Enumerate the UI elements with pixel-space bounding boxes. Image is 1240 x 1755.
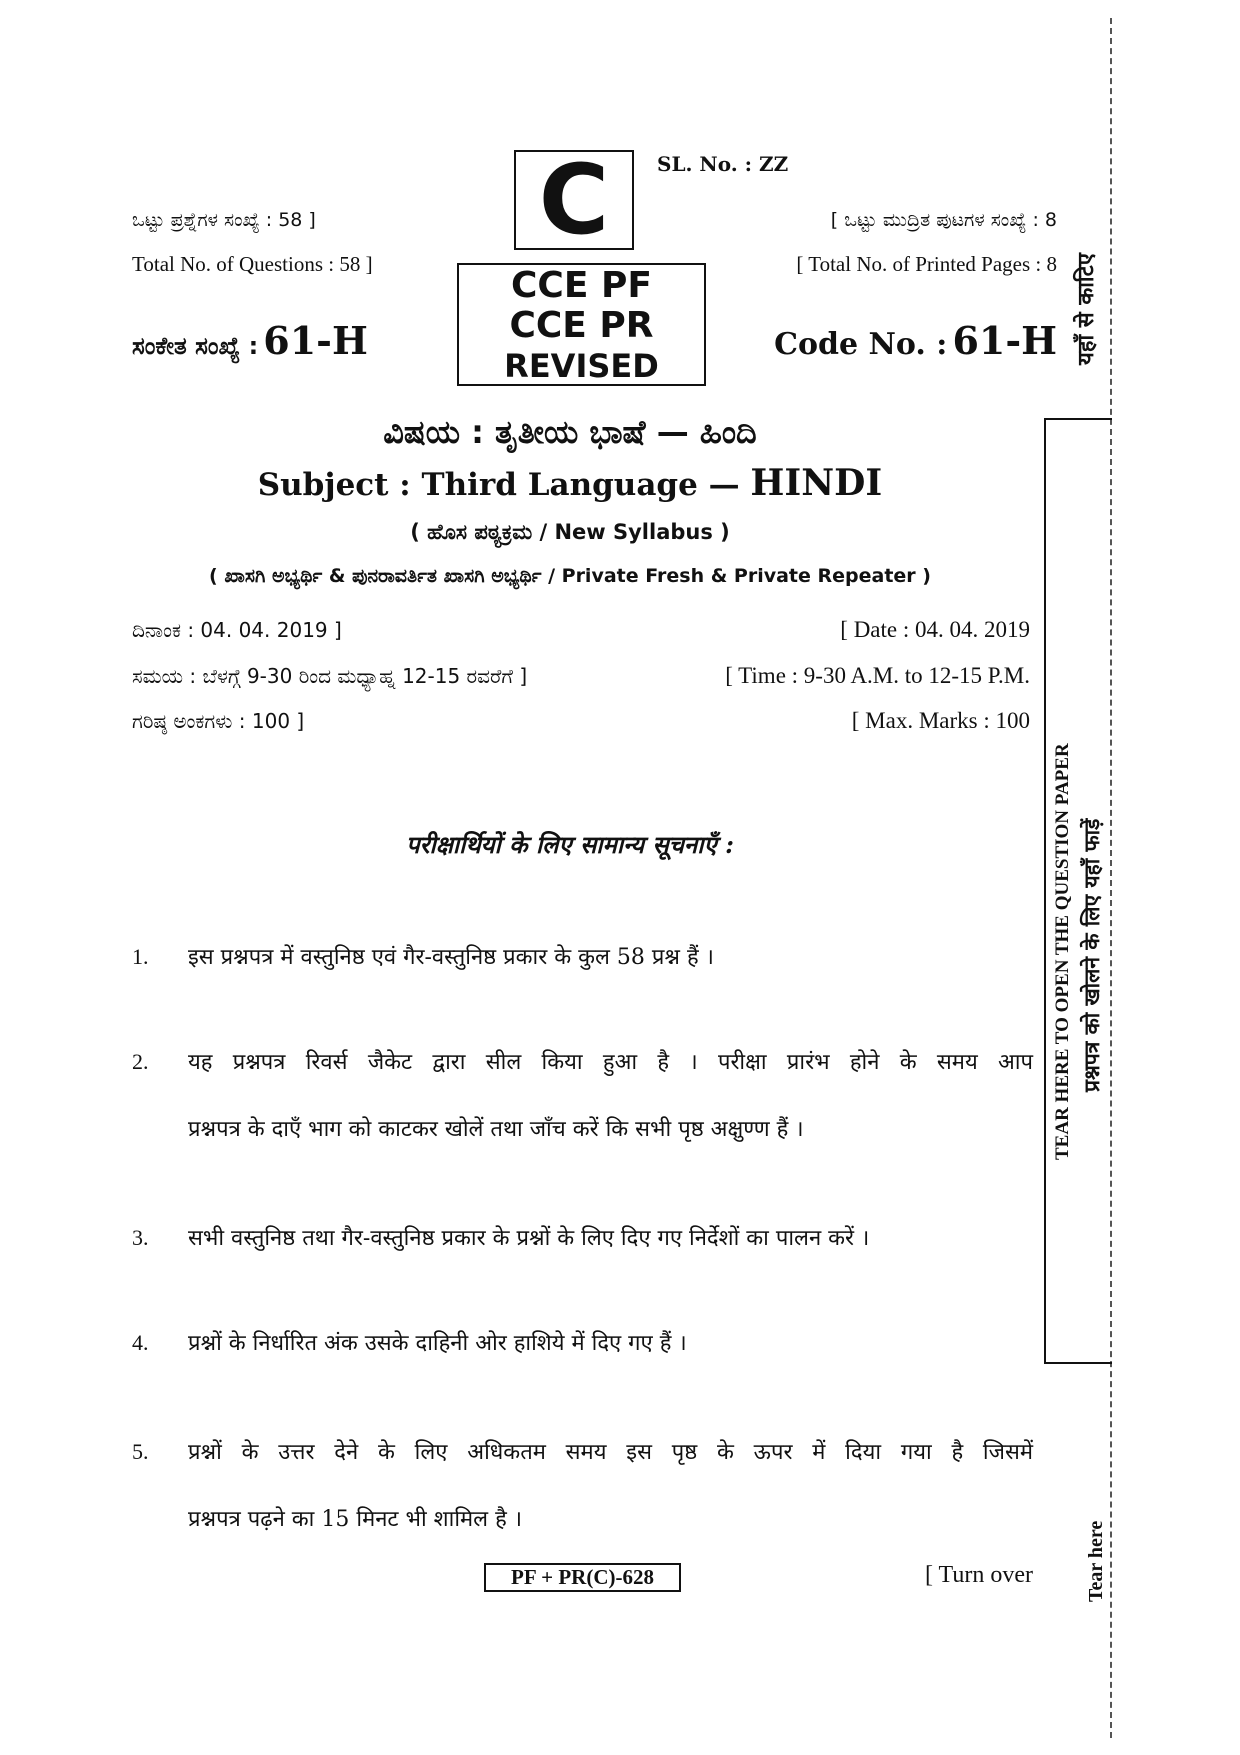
- instruction-2-number: 2.: [132, 1049, 149, 1074]
- instructions-heading: परीक्षार्थियों के लिए सामान्य सूचनाएँ :: [406, 830, 734, 859]
- instruction-4-text: प्रश्नों के निर्धारित अंक उसके दाहिनी ओर हाशिये में दिए गए हैं ।: [188, 1331, 687, 1356]
- stream-line-2: CCE PR: [509, 305, 654, 346]
- time-kn: ಸಮಯ : ಬೆಳಗ್ಗೆ 9-30 ರಿಂದ ಮಧ್ಯಾಹ್ನ 12-15 ರವರೆಗೆ ]: [132, 664, 528, 688]
- instruction-3-text: सभी वस्तुनिष्ठ तथा गैर-वस्तुनिष्ठ प्रकार के प्रश्नों के लिए दिए गए निर्देशों का पालन करें ।: [188, 1226, 870, 1251]
- total-questions-kn: ಒಟ್ಟು ಪ್ರಶ್ನೆಗಳ ಸಂಖ್ಯೆ : 58 ]: [132, 209, 316, 231]
- cut-here-label: यहाँ से काटिए: [1073, 253, 1099, 365]
- subject-title-prefix: Subject : Third Language —: [257, 467, 740, 503]
- version-code: C: [538, 144, 610, 256]
- marks-en: [ Max. Marks : 100: [851, 708, 1030, 733]
- instruction-1-number: 1.: [132, 944, 149, 969]
- syllabus-line: ( ಹೊಸ ಪಠ್ಯಕ್ರಮ / New Syllabus ): [410, 520, 730, 544]
- code-label-kn: ಸಂಕೇತ ಸಂಖ್ಯೆ :: [132, 332, 259, 360]
- instruction-2-text-line-1: यह प्रश्नपत्र रिवर्स जैकेट द्वारा सील किया हुआ है । परीक्षा प्रारंभ होने के समय आप: [188, 1050, 1033, 1075]
- instruction-5-text-line-2: प्रश्नपत्र पढ़ने का 15 मिनट भी शामिल है ।: [188, 1507, 523, 1532]
- total-pages-en: [ Total No. of Printed Pages : 8: [796, 252, 1057, 276]
- serial-number: SL. No. : ZZ: [657, 152, 789, 176]
- code-value-left: 61-H: [263, 318, 368, 363]
- code-number-kn: [132, 318, 368, 363]
- stream-line-3: REVISED: [504, 347, 659, 385]
- date-kn: ದಿನಾಂಕ : 04. 04. 2019 ]: [132, 618, 342, 642]
- paper-code: PF + PR(C)-628: [511, 1565, 654, 1589]
- stream-line-1: CCE PF: [511, 265, 652, 306]
- time-en: [ Time : 9-30 A.M. to 12-15 P.M.: [725, 663, 1030, 688]
- marks-kn: ಗರಿಷ್ಠ ಅಂಕಗಳು : 100 ]: [132, 709, 305, 733]
- turn-over-label: [ Turn over: [925, 1562, 1034, 1588]
- tear-here-short-label: Tear here: [1085, 1520, 1107, 1602]
- version-code-box: [514, 144, 634, 256]
- instruction-4-number: 4.: [132, 1330, 149, 1355]
- instruction-3-number: 3.: [132, 1225, 149, 1250]
- instruction-5-text-line-1: प्रश्नों के उत्तर देने के लिए अधिकतम समय इस पृष्ठ के ऊपर में दिया गया है जिसमें: [188, 1440, 1033, 1465]
- instruction-2-text-line-2: प्रश्नपत्र के दाएँ भाग को काटकर खोलें तथा जाँच करें कि सभी पृष्ठ अक्षुण्ण हैं ।: [188, 1117, 804, 1142]
- date-en: [ Date : 04. 04. 2019: [840, 617, 1030, 642]
- total-pages-kn: [ ಒಟ್ಟು ಮುದ್ರಿತ ಪುಟಗಳ ಸಂಖ್ಯೆ : 8: [830, 209, 1057, 231]
- tear-here-en-label: TEAR HERE TO OPEN THE QUESTION PAPER: [1052, 743, 1073, 1160]
- code-label-en: Code No. :: [774, 327, 948, 362]
- subject-title-main: HINDI: [750, 462, 883, 504]
- code-number-en: [774, 318, 1057, 363]
- tear-here-hi-label: प्रश्नपत्र को खोलने के लिए यहाँ फाड़ें: [1079, 818, 1104, 1092]
- instruction-1-text: इस प्रश्नपत्र में वस्तुनिष्ठ एवं गैर-वस्तुनिष्ठ प्रकार के कुल 58 प्रश्न हैं ।: [188, 945, 714, 970]
- instruction-5-number: 5.: [132, 1439, 149, 1464]
- stream-box: [457, 263, 706, 386]
- paper-code-box: [484, 1563, 681, 1592]
- candidates-line: ( ಖಾಸಗಿ ಅಭ್ಯರ್ಥಿ & ಪುನರಾವರ್ತಿತ ಖಾಸಗಿ ಅಭ್ಯರ್ಥಿ / Private Fresh & Private Repeater ): [209, 565, 931, 587]
- subject-title-en: [0, 462, 1140, 504]
- subject-title-kn: ವಿಷಯ : ತೃತೀಯ ಭಾಷೆ — ಹಿಂದಿ: [383, 413, 757, 451]
- code-value-right: 61-H: [952, 318, 1057, 363]
- total-questions-en: Total No. of Questions : 58 ]: [132, 252, 373, 276]
